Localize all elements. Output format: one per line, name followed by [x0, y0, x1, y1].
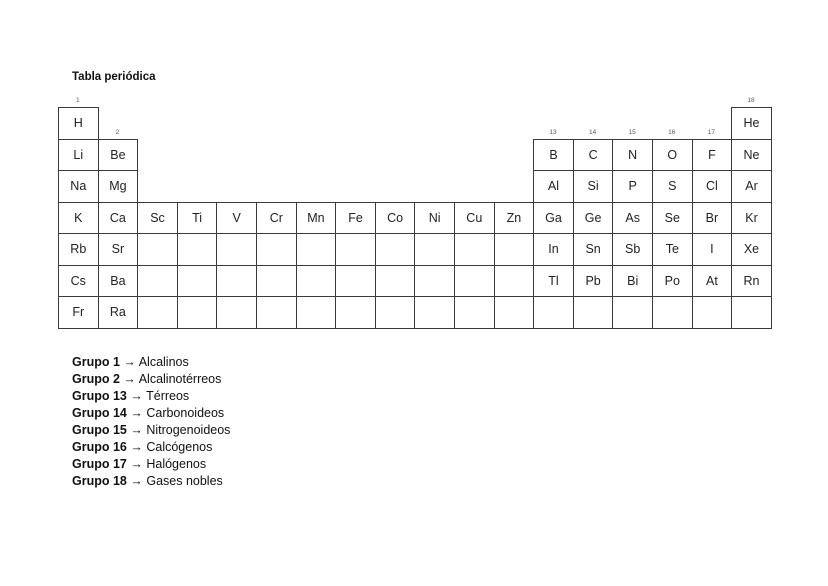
empty-cell — [454, 296, 495, 329]
empty-cell — [414, 265, 455, 298]
legend-family-name: Nitrogenoideos — [146, 423, 231, 437]
element-cell-ge: Ge — [573, 202, 614, 235]
element-cell-ne: Ne — [731, 139, 772, 172]
empty-cell — [137, 296, 178, 329]
element-cell-kr: Kr — [731, 202, 772, 235]
empty-cell — [494, 233, 535, 266]
element-cell-f: F — [692, 139, 733, 172]
element-cell-br: Br — [692, 202, 733, 235]
element-cell-ti: Ti — [177, 202, 218, 235]
empty-cell — [454, 233, 495, 266]
group-number-label: 14 — [588, 128, 597, 136]
legend-family-name: Carbonoideos — [146, 406, 225, 420]
empty-cell — [177, 296, 218, 329]
element-cell-na: Na — [58, 170, 99, 203]
legend-family-name: Calcógenos — [146, 440, 213, 454]
legend-item — [72, 422, 230, 439]
element-cell-o: O — [652, 139, 693, 172]
arrow-right-icon: → — [130, 474, 143, 488]
element-cell-fr: Fr — [58, 296, 99, 329]
empty-cell — [375, 233, 416, 266]
legend-family-name: Térreos — [146, 389, 190, 403]
element-cell-sr: Sr — [98, 233, 139, 266]
element-cell-s: S — [652, 170, 693, 203]
element-cell-i: I — [692, 233, 733, 266]
legend-item — [72, 388, 230, 405]
element-cell-ba: Ba — [98, 265, 139, 298]
element-cell-cs: Cs — [58, 265, 99, 298]
empty-cell — [137, 233, 178, 266]
arrow-right-icon: → — [130, 440, 143, 454]
legend-group-label: Grupo 14 — [72, 406, 127, 420]
element-cell-sc: Sc — [137, 202, 178, 235]
empty-cell — [256, 296, 297, 329]
element-cell-mg: Mg — [98, 170, 139, 203]
empty-cell — [256, 265, 297, 298]
element-cell-te: Te — [652, 233, 693, 266]
element-cell-ni: Ni — [414, 202, 455, 235]
empty-cell — [731, 296, 772, 329]
legend-family-name: Alcalinos — [138, 355, 189, 369]
legend-item — [72, 405, 230, 422]
element-cell-n: N — [612, 139, 653, 172]
legend-family-name: Halógenos — [146, 457, 207, 471]
group-number-label: 15 — [628, 128, 636, 136]
element-cell-xe: Xe — [731, 233, 772, 266]
empty-cell — [375, 265, 416, 298]
empty-cell — [177, 265, 218, 298]
legend-item — [72, 354, 230, 371]
legend-item — [72, 473, 230, 490]
arrow-right-icon: → — [123, 355, 136, 369]
element-cell-in: In — [533, 233, 574, 266]
empty-cell — [177, 233, 218, 266]
element-cell-fe: Fe — [335, 202, 376, 235]
group-number-label: 1 — [75, 97, 80, 104]
element-cell-as: As — [612, 202, 653, 235]
legend-group-label: Grupo 13 — [72, 389, 127, 403]
element-cell-zn: Zn — [494, 202, 535, 235]
element-cell-li: Li — [58, 139, 99, 172]
element-cell-cu: Cu — [454, 202, 495, 235]
legend-group-label: Grupo 15 — [72, 423, 127, 437]
empty-cell — [414, 296, 455, 329]
empty-cell — [296, 296, 337, 329]
element-cell-p: P — [612, 170, 653, 203]
element-cell-cl: Cl — [692, 170, 733, 203]
empty-cell — [612, 296, 653, 329]
empty-cell — [494, 296, 535, 329]
empty-cell — [692, 296, 733, 329]
legend-family-name: Alcalinotérreos — [138, 372, 222, 386]
element-cell-he: He — [731, 107, 772, 140]
empty-cell — [335, 265, 376, 298]
page-title: Tabla periódica — [72, 71, 156, 83]
empty-cell — [335, 233, 376, 266]
group-number-label: 17 — [707, 128, 715, 136]
element-cell-mn: Mn — [296, 202, 337, 235]
element-cell-sn: Sn — [573, 233, 614, 266]
element-cell-h: H — [58, 107, 99, 140]
element-cell-se: Se — [652, 202, 693, 235]
legend-family-name: Gases nobles — [146, 474, 223, 488]
element-cell-sb: Sb — [612, 233, 653, 266]
element-cell-k: K — [58, 202, 99, 235]
legend-group-label: Grupo 18 — [72, 474, 127, 488]
legend-item — [72, 371, 230, 388]
element-cell-rn: Rn — [731, 265, 772, 298]
element-cell-bi: Bi — [612, 265, 653, 298]
arrow-right-icon: → — [130, 423, 143, 437]
group-legend — [72, 354, 230, 490]
element-cell-cr: Cr — [256, 202, 297, 235]
empty-cell — [454, 265, 495, 298]
element-cell-c: C — [573, 139, 614, 172]
legend-item — [72, 439, 230, 456]
element-cell-co: Co — [375, 202, 416, 235]
element-cell-pb: Pb — [573, 265, 614, 298]
empty-cell — [216, 265, 257, 298]
element-cell-ca: Ca — [98, 202, 139, 235]
element-cell-al: Al — [533, 170, 574, 203]
element-cell-b: B — [533, 139, 574, 172]
group-number-label: 18 — [747, 97, 755, 104]
element-cell-at: At — [692, 265, 733, 298]
legend-group-label: Grupo 1 — [72, 355, 120, 369]
element-cell-v: V — [216, 202, 257, 235]
empty-cell — [414, 233, 455, 266]
element-cell-be: Be — [98, 139, 139, 172]
empty-cell — [533, 296, 574, 329]
arrow-right-icon: → — [130, 406, 143, 420]
group-number-label: 2 — [115, 128, 120, 136]
element-cell-ga: Ga — [533, 202, 574, 235]
group-number-label: 16 — [668, 128, 676, 136]
empty-cell — [573, 296, 614, 329]
legend-group-label: Grupo 17 — [72, 457, 127, 471]
arrow-right-icon: → — [130, 457, 143, 471]
empty-cell — [256, 233, 297, 266]
legend-item — [72, 456, 230, 473]
empty-cell — [335, 296, 376, 329]
empty-cell — [652, 296, 693, 329]
element-cell-si: Si — [573, 170, 614, 203]
legend-group-label: Grupo 16 — [72, 440, 127, 454]
arrow-right-icon: → — [130, 389, 143, 403]
empty-cell — [216, 233, 257, 266]
empty-cell — [216, 296, 257, 329]
empty-cell — [375, 296, 416, 329]
legend-group-label: Grupo 2 — [72, 372, 120, 386]
element-cell-po: Po — [652, 265, 693, 298]
empty-cell — [296, 265, 337, 298]
element-cell-ar: Ar — [731, 170, 772, 203]
empty-cell — [494, 265, 535, 298]
empty-cell — [137, 265, 178, 298]
element-cell-rb: Rb — [58, 233, 99, 266]
element-cell-ra: Ra — [98, 296, 139, 329]
arrow-right-icon: → — [123, 372, 136, 386]
empty-cell — [296, 233, 337, 266]
group-number-label: 13 — [549, 128, 557, 136]
element-cell-tl: Tl — [533, 265, 574, 298]
